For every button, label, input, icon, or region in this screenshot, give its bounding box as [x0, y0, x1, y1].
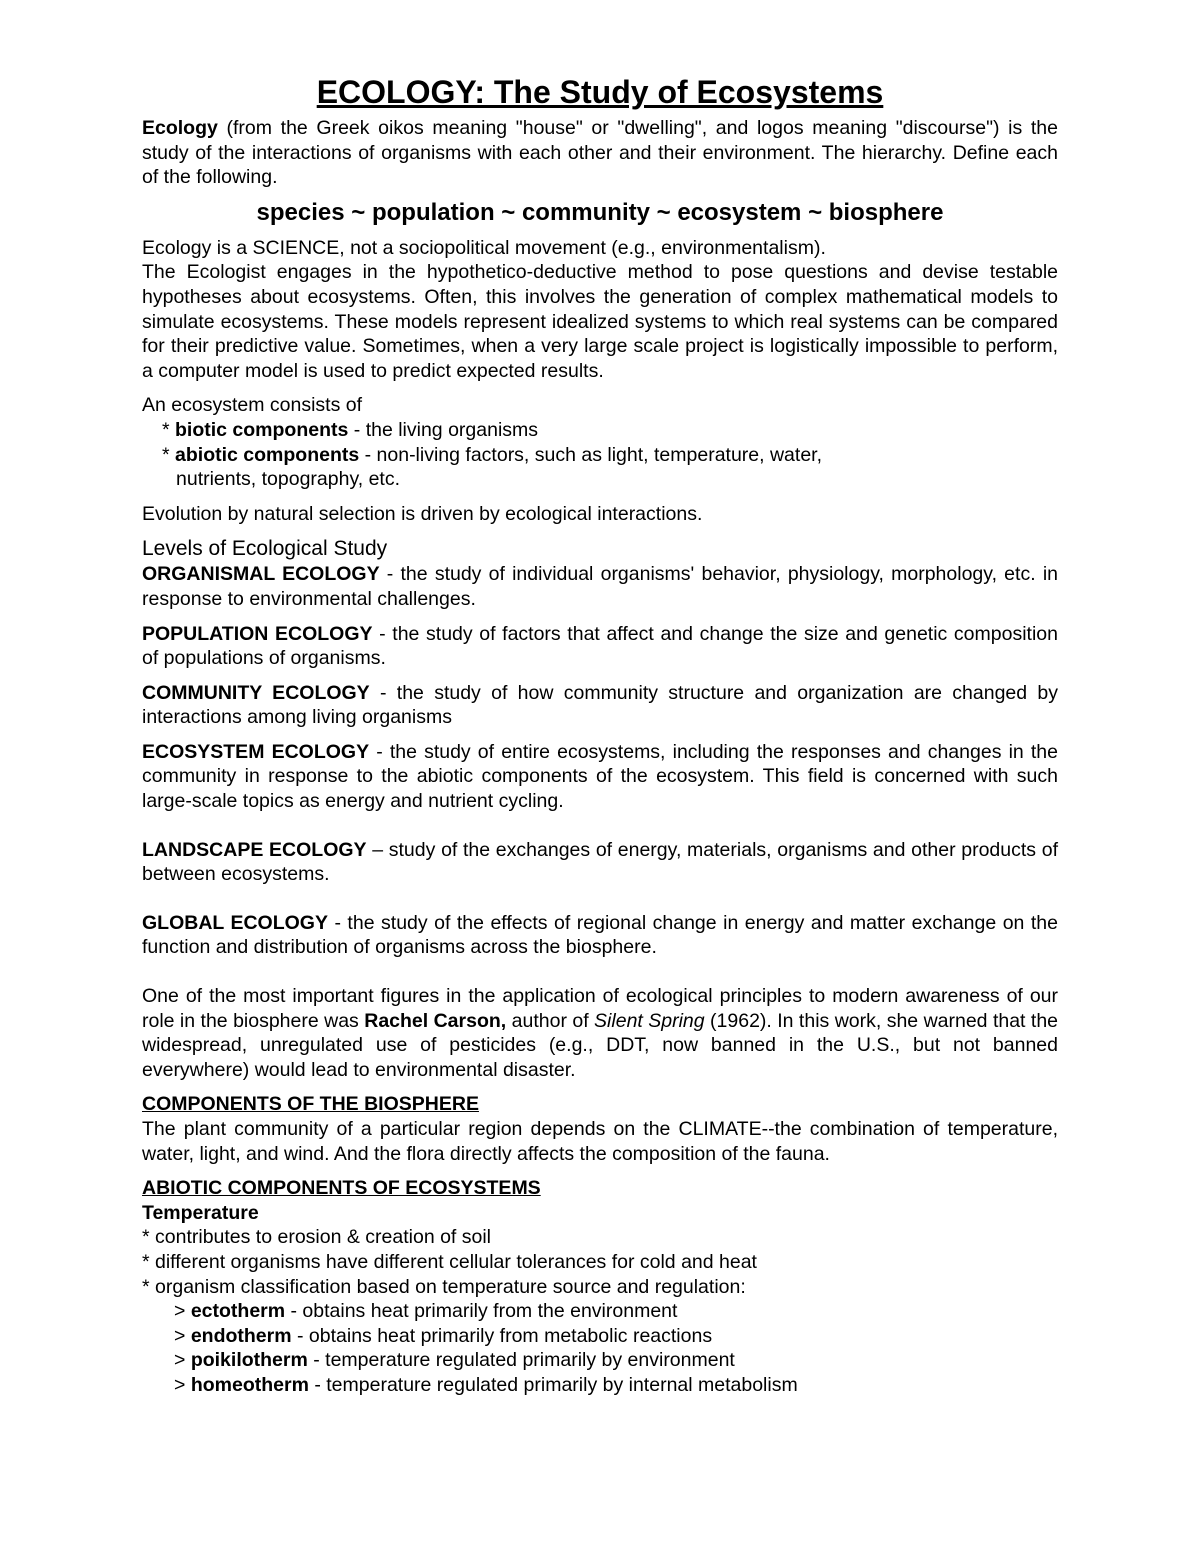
- ecosystem-continuation: nutrients, topography, etc.: [176, 468, 401, 491]
- level-item: COMMUNITY ECOLOGY - the study of how community structure and organization are changed by interactions among living organisms: [142, 681, 1059, 729]
- abiotic-term: poikilotherm: [190, 1349, 308, 1372]
- biosphere-heading: COMPONENTS OF THE BIOSPHERE: [142, 1093, 479, 1116]
- level-item: ORGANISMAL ECOLOGY - the study of individual organisms' behavior, physiology, morphology, etc. in response to environmental challenges.: [142, 563, 1058, 610]
- ecosystem-lead: An ecosystem consists of: [142, 394, 363, 417]
- ecosystem-item: * biotic components - the living organisms: [162, 418, 539, 441]
- ecosystem-item-term: abiotic components: [175, 443, 360, 466]
- ecologist-paragraph: The Ecologist engages in the hypothetico-deductive method to pose questions and devise testable hypotheses about ecosystems. Often, this involves the generation of complex mathematical models to simulate ecosystems. These models represent idealized systems to which real systems can be compared for their predictive value. Sometimes, when a very large scale project is logistically impossible to perform, a computer model is used to predict expected results.: [142, 261, 1058, 382]
- abiotic-term: ectotherm: [190, 1300, 286, 1323]
- hierarchy-line: species ~ population ~ community ~ ecosystem ~ biosphere: [256, 198, 944, 226]
- science-line: Ecology is a SCIENCE, not a sociopolitical movement (e.g., environmentalism).: [142, 236, 826, 259]
- ecosystem-item: * abiotic components - non-living factors, such as light, temperature, water,: [162, 443, 822, 466]
- abiotic-bullet: * contributes to erosion & creation of soil: [142, 1226, 492, 1249]
- level-term: GLOBAL ECOLOGY: [142, 911, 328, 934]
- ecosystem-item-term: biotic components: [175, 418, 349, 441]
- level-term: ORGANISMAL ECOLOGY: [142, 563, 380, 586]
- abiotic-heading: ABIOTIC COMPONENTS OF ECOSYSTEMS: [142, 1177, 541, 1200]
- biosphere-text: The plant community of a particular region depends on the CLIMATE--the combination of temperature, water, light, and wind. And the flora directly affects the composition of the fauna.: [142, 1118, 1058, 1165]
- abiotic-term-item: > homeotherm - temperature regulated primarily by internal metabolism: [174, 1373, 798, 1396]
- carson-paragraph: One of the most important figures in the application of ecological principles to modern awareness of our role in the biosphere was Rachel Carson, author of Silent Spring (1962). In this work, she warned that the widespread, unregulated use of pesticides (e.g., DDT, now banned in the U.S., but not banned everywhere) would lead to environmental disaster.: [142, 985, 1059, 1081]
- level-item: ECOSYSTEM ECOLOGY - the study of entire ecosystems, including the responses and changes in the community in response to the abiotic components of the ecosystem. This field is concerned with such large-scale topics as energy and nutrient cycling.: [142, 740, 1058, 813]
- abiotic-bullet: * organism classification based on temperature source and regulation:: [142, 1275, 746, 1298]
- level-term: POPULATION ECOLOGY: [142, 622, 373, 645]
- abiotic-bullet: * different organisms have different cellular tolerances for cold and heat: [142, 1250, 757, 1273]
- level-term: COMMUNITY ECOLOGY: [142, 681, 370, 704]
- evolution-line: Evolution by natural selection is driven by ecological interactions.: [142, 502, 703, 525]
- abiotic-term: endotherm: [190, 1324, 292, 1347]
- abiotic-subheading: Temperature: [142, 1201, 259, 1224]
- page-title: ECOLOGY: The Study of Ecosystems: [316, 74, 884, 110]
- abiotic-term: homeotherm: [190, 1373, 309, 1396]
- intro-text: (from the Greek oikos meaning "house" or "dwelling", and logos meaning "discourse") is the study of the interactions of organisms with each other and their environment. The hierarchy. Define each of the following.: [142, 117, 1058, 189]
- document-page: [142, 70, 1058, 1398]
- level-term: ECOSYSTEM ECOLOGY: [142, 740, 370, 763]
- carson-name: Rachel Carson,: [364, 1009, 507, 1032]
- level-item: GLOBAL ECOLOGY - the study of the effects of regional change in energy and matter exchange on the function and distribution of organisms across the biosphere.: [142, 911, 1058, 959]
- level-item: POPULATION ECOLOGY - the study of factors that affect and change the size and genetic composition of populations of organisms.: [142, 622, 1058, 670]
- levels-heading: Levels of Ecological Study: [142, 537, 388, 561]
- abiotic-term-item: > poikilotherm - temperature regulated primarily by environment: [174, 1349, 735, 1372]
- level-item: LANDSCAPE ECOLOGY – study of the exchanges of energy, materials, organisms and other products of between ecosystems.: [142, 838, 1058, 886]
- intro-paragraph: [142, 116, 1058, 190]
- abiotic-term-item: > ectotherm - obtains heat primarily from the environment: [174, 1300, 678, 1323]
- level-term: LANDSCAPE ECOLOGY: [142, 838, 367, 861]
- carson-book: Silent Spring: [594, 1009, 705, 1032]
- abiotic-term-item: > endotherm - obtains heat primarily from metabolic reactions: [174, 1324, 713, 1347]
- intro-term: Ecology: [142, 117, 218, 139]
